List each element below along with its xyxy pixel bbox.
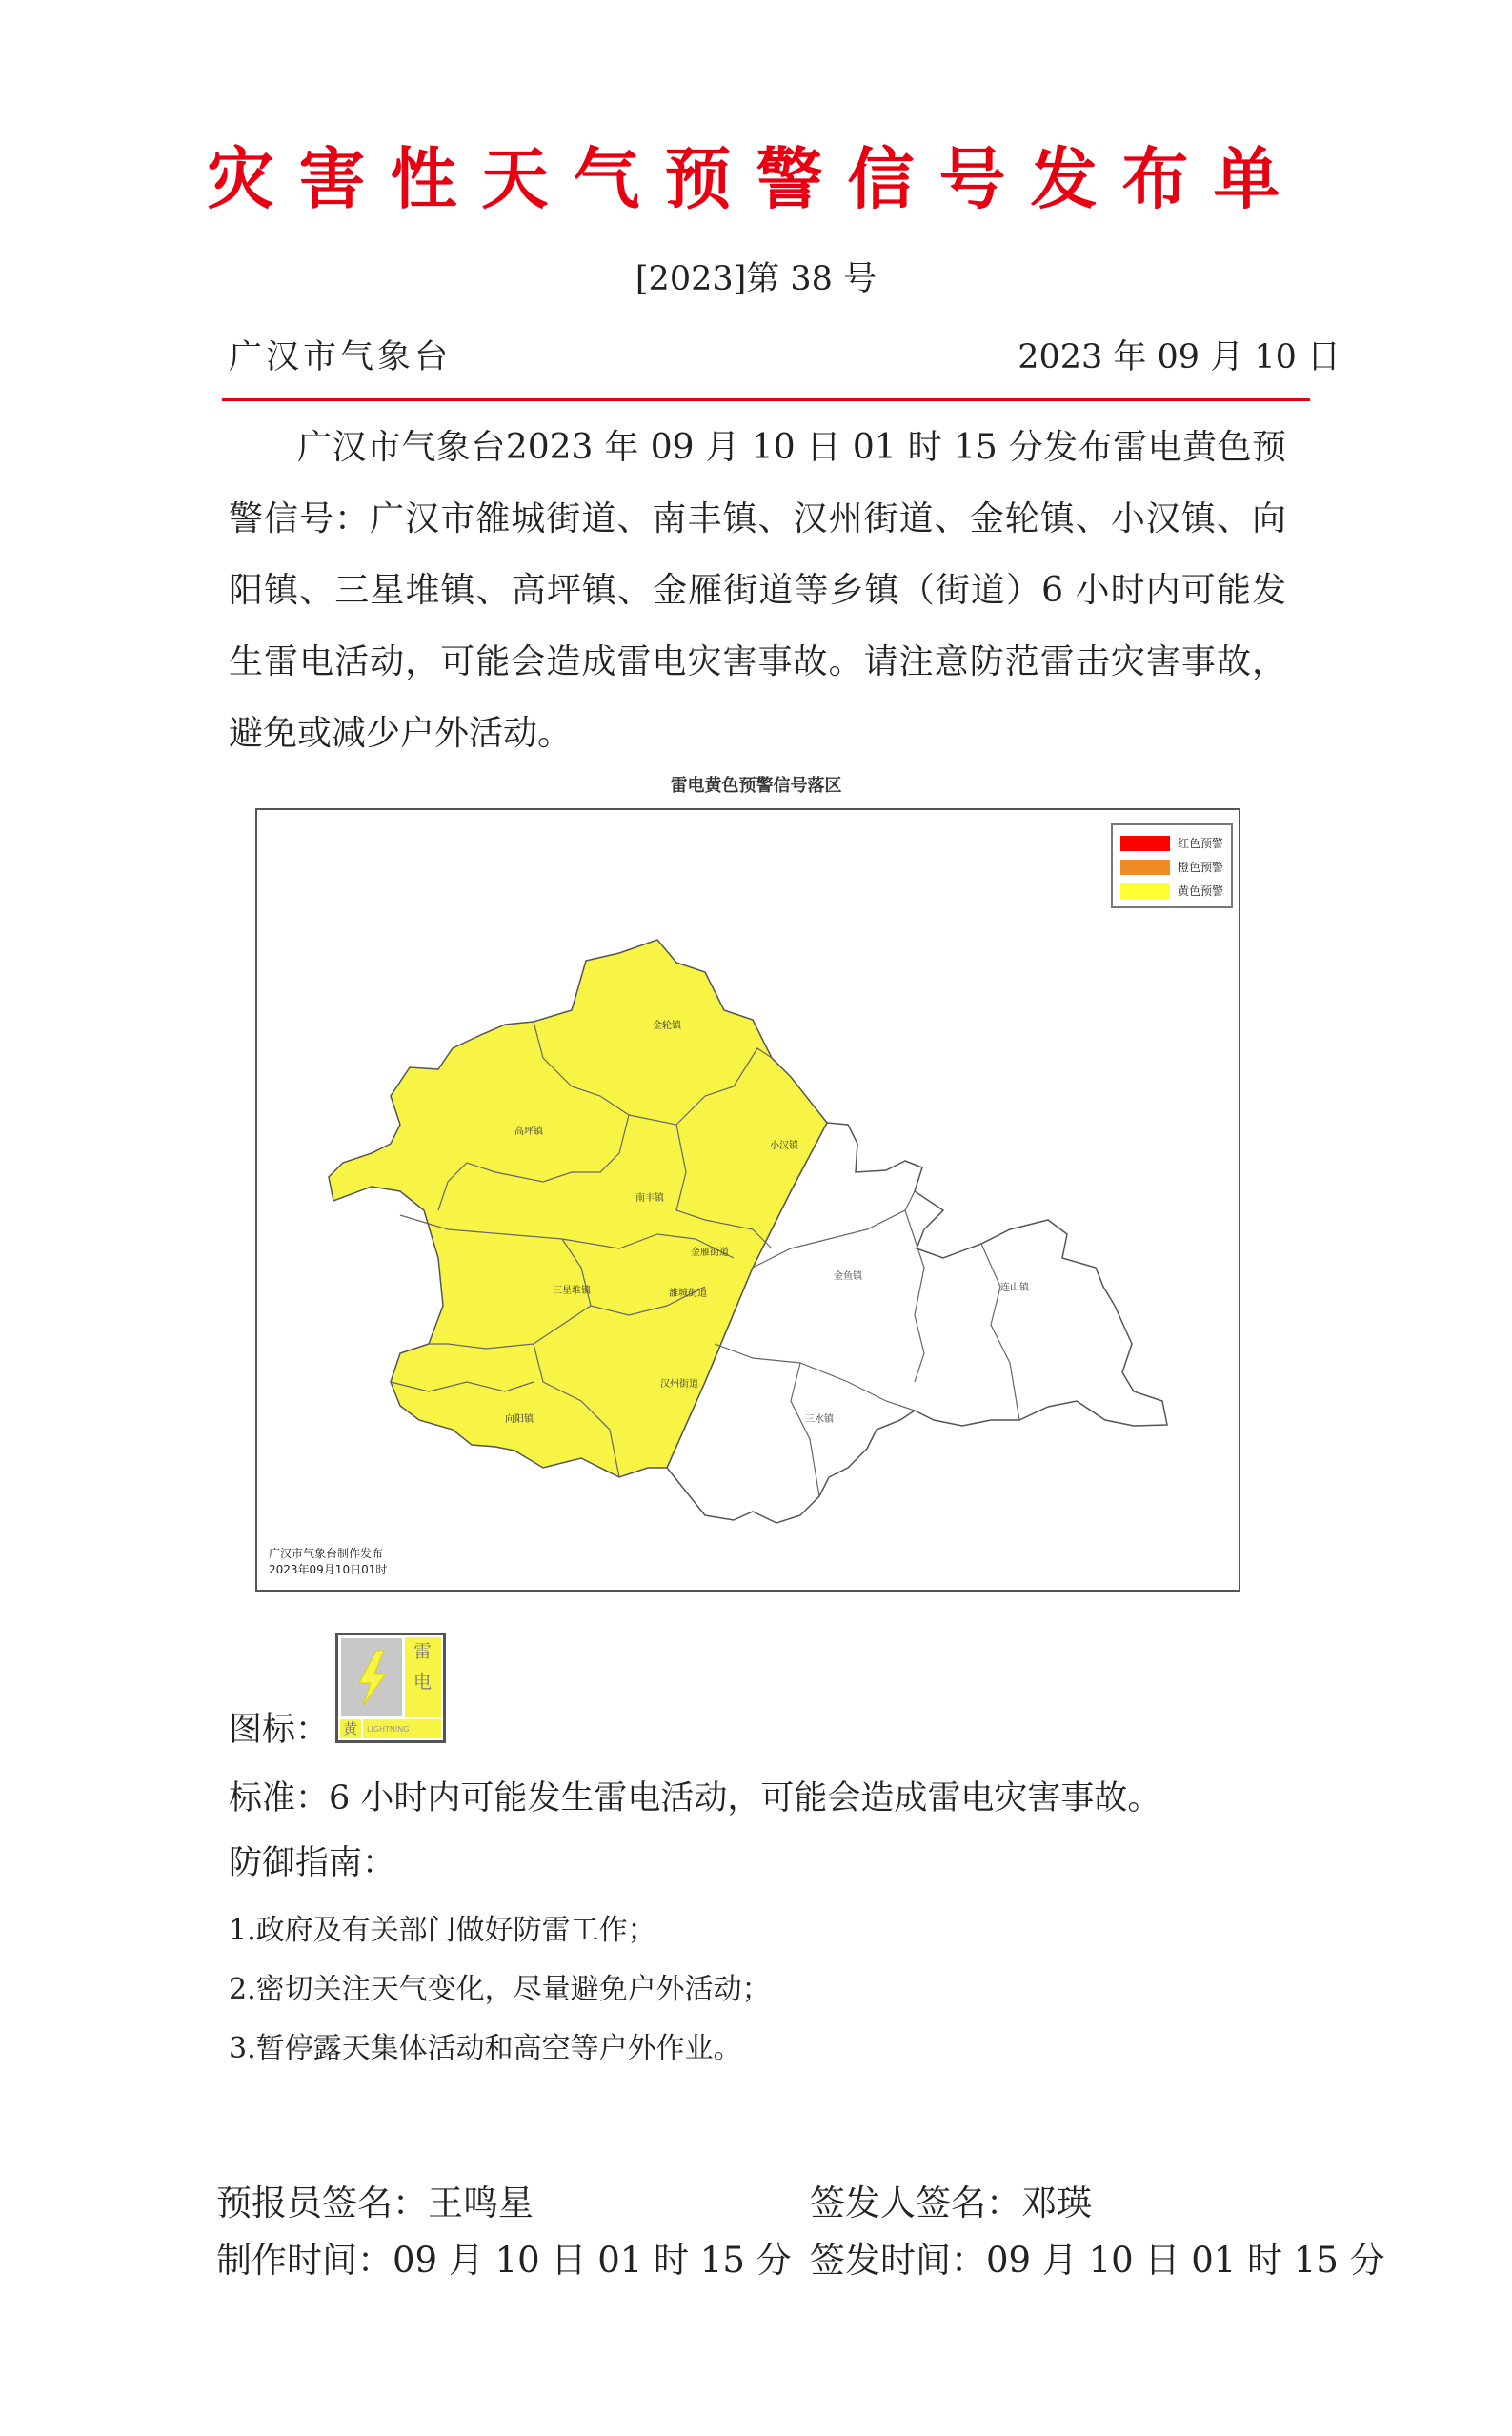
town-label-sanshui: 三水镇 <box>805 1414 834 1425</box>
defense-heading: 防御指南： <box>229 1844 396 1882</box>
issuer: 广汉市气象台 <box>229 338 453 376</box>
document-title: 灾害性天气预警信号发布单 <box>207 140 1305 218</box>
map-credit-org: 广汉市气象台制作发布 <box>269 1547 384 1560</box>
town-label-lianshan: 连山镇 <box>1000 1283 1029 1293</box>
defense-item-2: 2.密切关注天气变化，尽量避免户外活动； <box>229 1973 771 2006</box>
standard-text: 标准：6 小时内可能发生雷电活动，可能会造成雷电灾害事故。 <box>229 1779 1161 1817</box>
map-credit <box>269 1546 387 1578</box>
town-label-jinlun: 金轮镇 <box>653 1021 681 1031</box>
town-label-jinyu: 金鱼镇 <box>834 1271 862 1282</box>
icon-level-char: 黄 <box>343 1720 358 1737</box>
legend-swatch-red <box>1120 836 1170 851</box>
town-label-nanfeng: 南丰镇 <box>635 1193 664 1204</box>
town-label-jinyan: 金雁街道 <box>691 1248 729 1258</box>
issue-time: 签发时间：09 月 10 日 01 时 15 分 <box>810 2240 1385 2281</box>
legend-item-orange <box>1120 855 1225 879</box>
defense-item-3: 3.暂停露天集体活动和高空等户外作业。 <box>229 2032 742 2065</box>
lightning-warning-icon <box>335 1633 446 1743</box>
warning-map <box>255 808 1240 1592</box>
legend-label-yellow: 黄色预警 <box>1178 884 1224 898</box>
legend-swatch-yellow <box>1120 883 1170 899</box>
map-legend <box>1111 823 1233 908</box>
issue-date: 2023 年 09 月 10 日 <box>1018 338 1341 376</box>
town-label-gaoping: 高坪镇 <box>514 1127 543 1137</box>
document-number: [2023]第 38 号 <box>635 260 877 298</box>
map-canvas <box>257 810 1239 1590</box>
legend-item-red <box>1120 831 1225 855</box>
icon-char-lei: 雷 <box>413 1641 433 1662</box>
town-label-sanxingdui: 三星堆镇 <box>553 1286 591 1296</box>
warning-body-text: 广汉市气象台2023 年 09 月 10 日 01 时 15 分发布雷电黄色预警信号：广汉市雒城街道、南丰镇、汉州街道、金轮镇、小汉镇、向阳镇、三星堆镇、高坪镇、金雁街道等乡镇（街道）6 小时内可能发生雷电活动，可能会造成雷电灾害事故。请注意防范雷击灾害事故，避免或减少户外活动。 <box>229 428 1286 753</box>
signer-signature: 签发人签名：邓瑛 <box>810 2182 1092 2223</box>
defense-item-1: 1.政府及有关部门做好防雷工作； <box>229 1914 656 1947</box>
header-divider <box>222 398 1310 401</box>
town-label-xiangyang: 向阳镇 <box>505 1414 534 1425</box>
town-label-luocheng: 雒城街道 <box>669 1289 707 1299</box>
icon-char-dian: 电 <box>413 1672 433 1693</box>
made-time: 制作时间：09 月 10 日 01 时 15 分 <box>216 2240 792 2281</box>
legend-item-yellow <box>1120 879 1225 903</box>
map-title: 雷电黄色预警信号落区 <box>670 776 842 796</box>
icon-label: 图标： <box>229 1711 330 1749</box>
legend-swatch-orange <box>1120 860 1170 875</box>
town-label-hanzhou: 汉州街道 <box>660 1379 698 1390</box>
map-credit-time: 2023年09月10日01时 <box>269 1563 388 1576</box>
town-label-xiaohan: 小汉镇 <box>770 1141 798 1151</box>
icon-subtext: LIGHTNING <box>367 1725 410 1734</box>
legend-label-red: 红色预警 <box>1178 837 1224 850</box>
legend-label-orange: 橙色预警 <box>1178 861 1224 874</box>
forecaster-signature: 预报员签名：王鸣星 <box>216 2182 534 2223</box>
